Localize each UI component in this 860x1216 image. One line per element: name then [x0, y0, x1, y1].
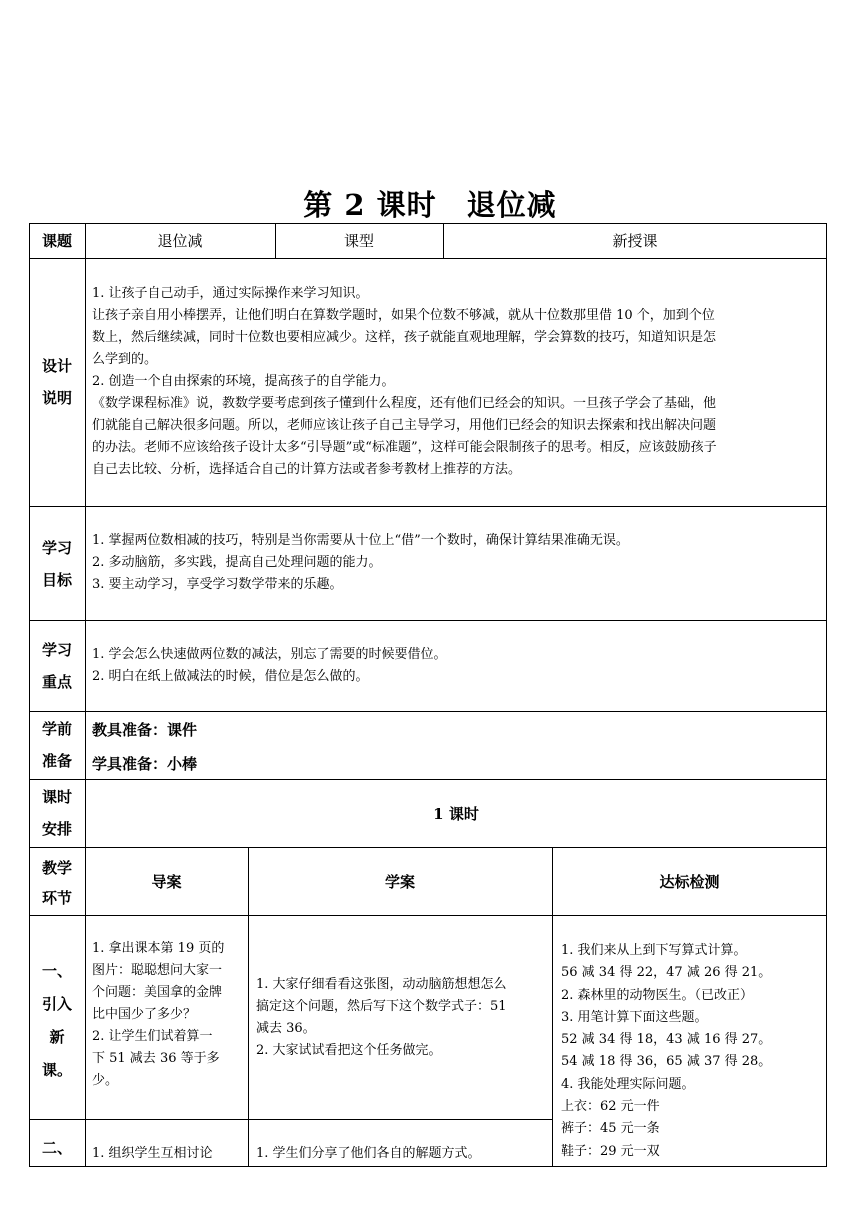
study-line: 减去 36。 [256, 1021, 316, 1036]
design-text [92, 283, 822, 481]
guide-line: 图片：聪聪想问大家一 [92, 963, 223, 978]
label-preparation: 学前 准备 [41, 720, 72, 770]
key-point-line: 2. 明白在纸上做减法的时候，借位是怎么做的。 [92, 669, 369, 684]
study-line: 2. 大家试试看把这个任务做完。 [256, 1043, 442, 1058]
step1-label: 一、 引入 新 课。 [41, 962, 72, 1079]
guide-line: 比中国少了多少？ [92, 1007, 197, 1022]
study-line: 搞定这个问题，然后写下这个数学式子：51 [256, 999, 507, 1014]
check-line: 上衣：62 元一件 [561, 1099, 660, 1115]
title-lesson-number: 第 2 课时 [303, 188, 437, 222]
step1-study [256, 974, 548, 1062]
student-materials: 学具准备：小棒 [92, 755, 198, 773]
label-key-points: 学习 重点 [41, 641, 72, 691]
preparation-text [92, 713, 822, 781]
design-line: 么学到的。 [92, 352, 158, 367]
design-line: 的办法。老师不应该给孩子设计太多“引导题”或“标准题”，这样可能会限制孩子的思考。相反，应该鼓励孩子 [92, 440, 717, 455]
column-guide: 导案 [151, 872, 182, 891]
label-schedule: 课时 安排 [41, 788, 72, 838]
design-line: 《数学课程标准》说，教数学要考虑到孩子懂到什么程度，还有他们已经会的知识。一旦孩子学会了基础，他 [92, 396, 717, 411]
guide-line: 1. 拿出课本第 19 页的 [92, 941, 225, 956]
topic-value: 退位减 [157, 232, 203, 250]
step2-guide: 1. 组织学生互相讨论 [92, 1146, 213, 1161]
study-line: 1. 大家仔细看看这张图，动动脑筋想想怎么 [256, 977, 507, 992]
check-line: 4. 我能处理实际问题。 [561, 1076, 695, 1092]
page-title [0, 183, 860, 224]
step2-study: 1. 学生们分享了他们各自的解题方式。 [256, 1146, 481, 1161]
design-line: 数上，然后继续减，同时十位数也要相应减少。这样，孩子就能直观地理解，学会算数的技巧，知道知识是怎 [92, 330, 717, 345]
column-study: 学案 [384, 872, 415, 891]
check-line: 52 减 34 得 18，43 减 16 得 27。 [561, 1032, 772, 1048]
goal-line: 3. 要主动学习，享受学习数学带来的乐趣。 [92, 577, 343, 592]
goal-line: 1. 掌握两位数相减的技巧，特别是当你需要从十位上“借”一个数时，确保计算结果准确无误。 [92, 533, 629, 548]
check-line: 1. 我们来从上到下写算式计算。 [561, 943, 747, 958]
guide-line: 下 51 减去 36 等于多 [92, 1051, 220, 1066]
column-check: 达标检测 [659, 872, 720, 891]
title-topic: 退位减 [466, 188, 557, 222]
label-teaching-steps: 教学 环节 [41, 859, 72, 907]
label-goals: 学习 目标 [41, 539, 72, 589]
check-line: 54 减 18 得 36，65 减 37 得 28。 [561, 1054, 772, 1070]
lesson-type-value: 新授课 [612, 232, 658, 250]
step2-label: 二、 [41, 1139, 72, 1157]
schedule-value: 1 课时 [433, 804, 479, 823]
design-line: 1. 让孩子自己动手，通过实际操作来学习知识。 [92, 286, 369, 301]
check-line: 3. 用笔计算下面这些题。 [561, 1009, 708, 1025]
goals-text [92, 530, 822, 596]
check-line: 2. 森林里的动物医生。（已改正） [561, 987, 754, 1003]
guide-line: 2. 让学生们试着算一 [92, 1029, 213, 1044]
label-design: 设计 说明 [41, 357, 72, 407]
check-line: 56 减 34 得 22，47 减 26 得 21。 [561, 965, 772, 981]
design-line: 自己去比较、分析，选择适合自己的计算方法或者参考教材上推荐的方法。 [92, 462, 522, 477]
design-line: 2. 创造一个自由探索的环境，提高孩子的自学能力。 [92, 374, 395, 389]
key-points-text [92, 644, 822, 688]
check-line: 鞋子：29 元一双 [561, 1143, 660, 1159]
guide-line: 少。 [92, 1073, 119, 1088]
step1-check [561, 940, 823, 1163]
check-line: 裤子：45 元一条 [561, 1121, 660, 1137]
step1-guide [92, 938, 244, 1092]
key-point-line: 1. 学会怎么快速做两位数的减法，别忘了需要的时候要借位。 [92, 647, 447, 662]
goal-line: 2. 多动脑筋，多实践，提高自己处理问题的能力。 [92, 555, 382, 570]
teacher-materials: 教具准备：课件 [92, 721, 198, 739]
design-line: 让孩子亲自用小棒摆弄，让他们明白在算数学题时，如果个位数不够减，就从十位数那里借 10 个，加到个位 [92, 308, 715, 323]
label-lesson-type: 课型 [343, 232, 374, 250]
guide-line: 个问题：美国拿的金牌 [92, 985, 223, 1000]
label-topic: 课题 [41, 232, 72, 250]
design-line: 们就能自己解决很多问题。所以，老师应该让孩子自己主导学习，用他们已经会的知识去探索和找出解决问题 [92, 418, 717, 433]
